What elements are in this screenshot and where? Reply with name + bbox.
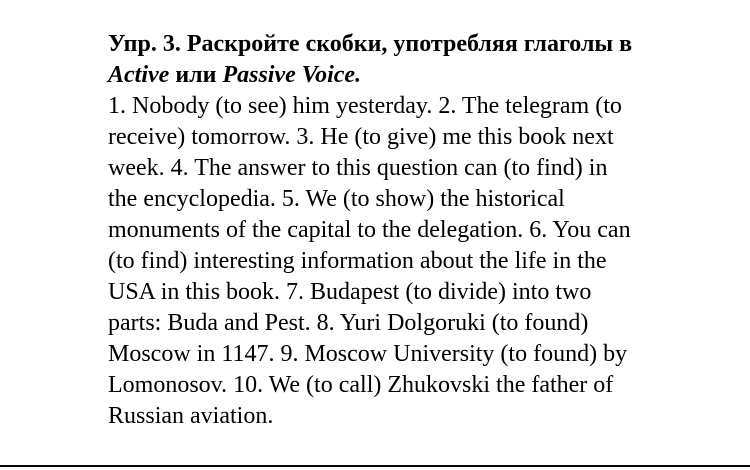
- exercise-line: parts: Buda and Pest. 8. Yuri Dolgoruki (to found): [108, 310, 589, 336]
- exercise-line: monuments of the capital to the delegation. 6. You can: [108, 217, 631, 243]
- exercise-title-line-1: Упр. 3. Раскройте скобки, употребляя глаголы в: [108, 31, 633, 57]
- exercise-line: Moscow in 1147. 9. Moscow University (to found) by: [108, 341, 628, 367]
- exercise-line: 1. Nobody (to see) him yesterday. 2. The telegram (to: [108, 93, 622, 119]
- exercise-line: Russian aviation.: [108, 403, 274, 429]
- active-voice-term: Active: [108, 62, 170, 88]
- exercise-line: the encyclopedia. 5. We (to show) the historical: [108, 186, 565, 212]
- exercise-title-line-2: [108, 60, 708, 91]
- bottom-divider: [0, 465, 750, 467]
- exercise-text: [108, 29, 708, 432]
- exercise-line: week. 4. The answer to this question can (to find) in: [108, 155, 608, 181]
- passive-voice-term: Passive Voice.: [222, 62, 362, 88]
- title-connector: или: [169, 62, 223, 88]
- exercise-line: Lomonosov. 10. We (to call) Zhukovski the father of: [108, 372, 614, 398]
- exercise-line: (to find) interesting information about the life in the: [108, 248, 607, 274]
- exercise-line: receive) tomorrow. 3. He (to give) me this book next: [108, 124, 614, 150]
- exercise-line: USA in this book. 7. Budapest (to divide) into two: [108, 279, 592, 305]
